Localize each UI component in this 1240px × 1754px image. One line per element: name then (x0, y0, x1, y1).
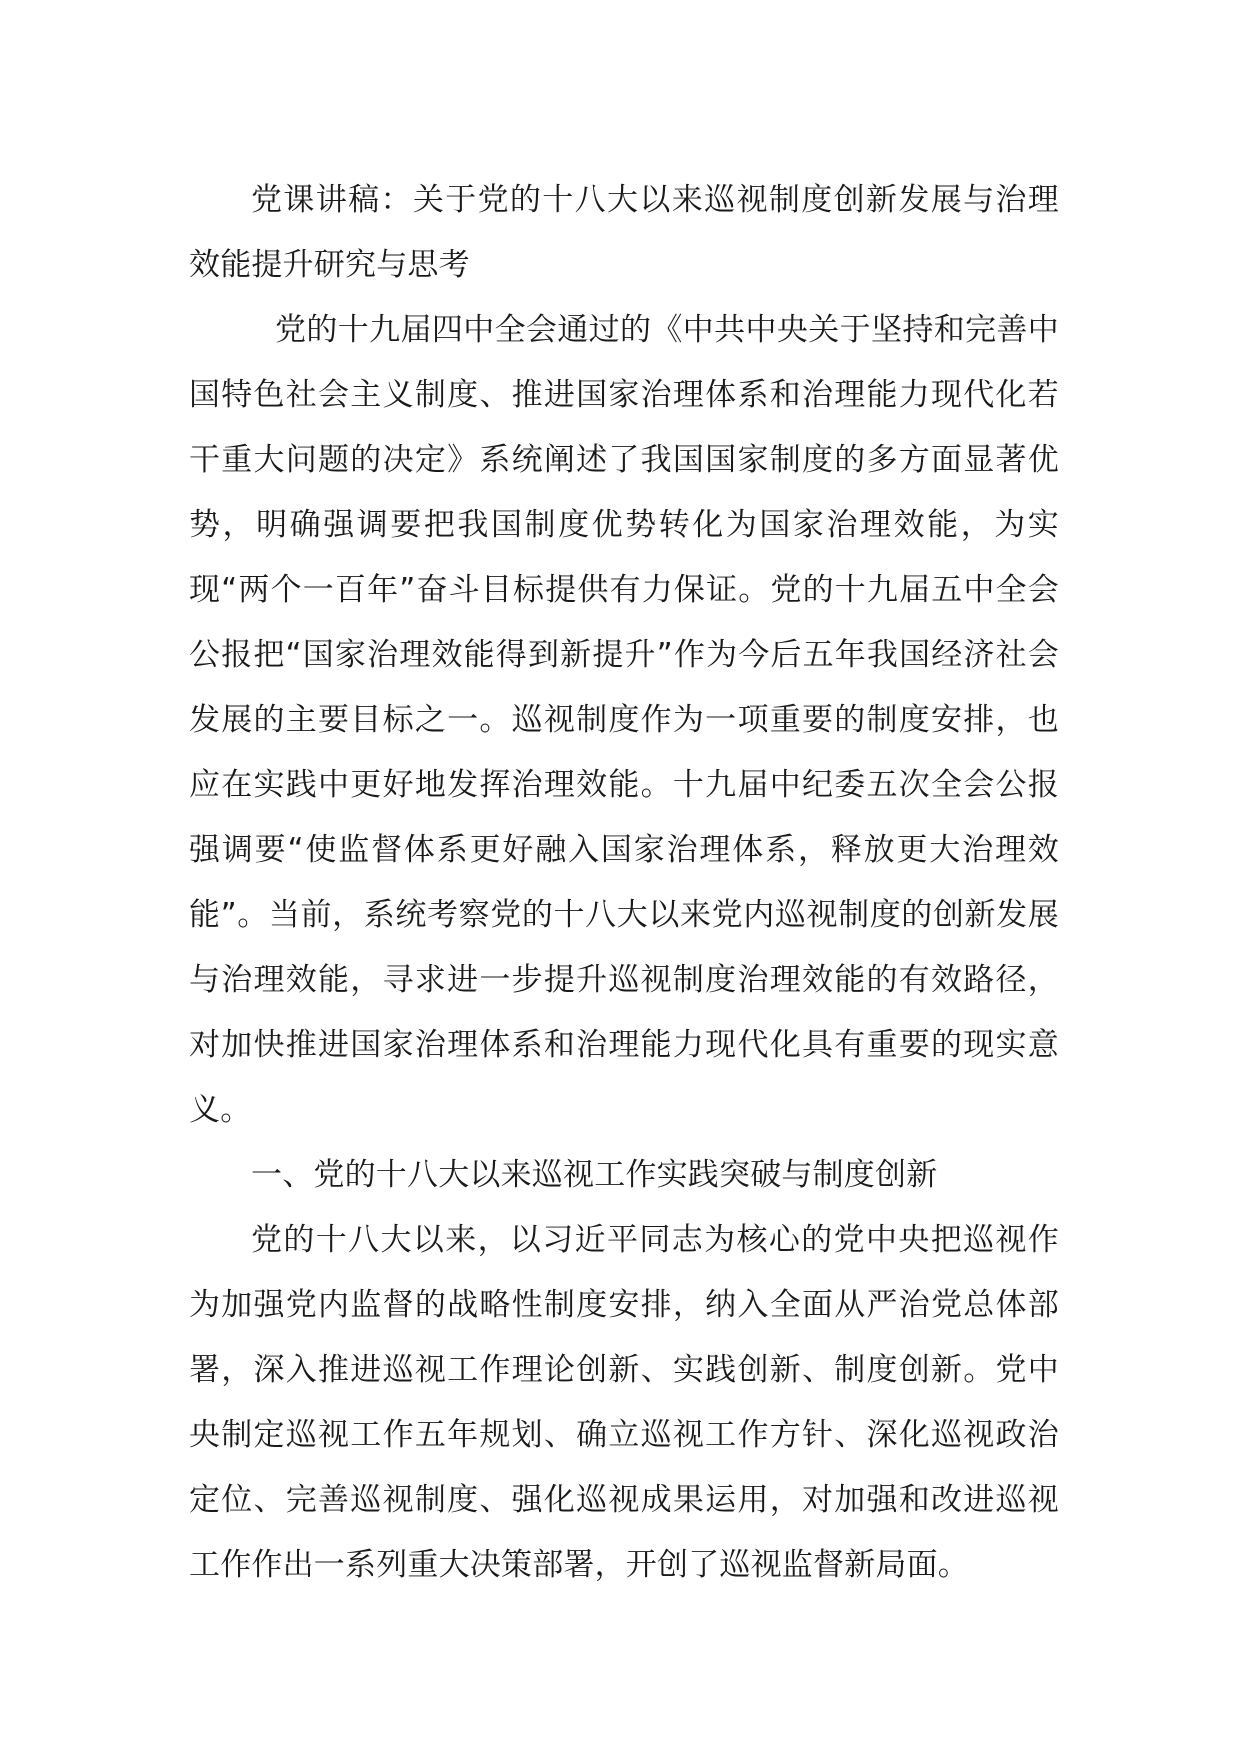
document-body (189, 168, 1059, 1598)
section-heading: 一、党的十八大以来巡视工作实践突破与制度创新 (251, 1157, 938, 1193)
intro-paragraph: 党的十九届四中全会通过的《中共中央关于坚持和完善中国特色社会主义制度、推进国家治理体系和治理能力现代化若干重大问题的决定》系统阐述了我国国家制度的多方面显著优势，明确强调要把我国制度优势转化为国家治理效能，为实现“两个一百年”奋斗目标提供有力保证。党的十九届五中全会公报把“国家治理效能得到新提升”作为今后五年我国经济社会发展的主要目标之一。巡视制度作为一项重要的制度安排，也应在实践中更好地发挥治理效能。十九届中纪委五次全会公报强调要“使监督体系更好融入国家治理体系，释放更大治理效能”。当前，系统考察党的十八大以来党内巡视制度的创新发展与治理效能，寻求进一步提升巡视制度治理效能的有效路径，对加快推进国家治理体系和治理能力现代化具有重要的现实意义。 (189, 312, 1059, 1128)
section-paragraph: 党的十八大以来，以习近平同志为核心的党中央把巡视作为加强党内监督的战略性制度安排，纳入全面从严治党总体部署，深入推进巡视工作理论创新、实践创新、制度创新。党中央制定巡视工作五年规划、确立巡视工作方针、深化巡视政治定位、完善巡视制度、强化巡视成果运用，对加强和改进巡视工作作出一系列重大决策部署，开创了巡视监督新局面。 (189, 1222, 1059, 1583)
document-title: 党课讲稿：关于党的十八大以来巡视制度创新发展与治理效能提升研究与思考 (189, 182, 1059, 283)
